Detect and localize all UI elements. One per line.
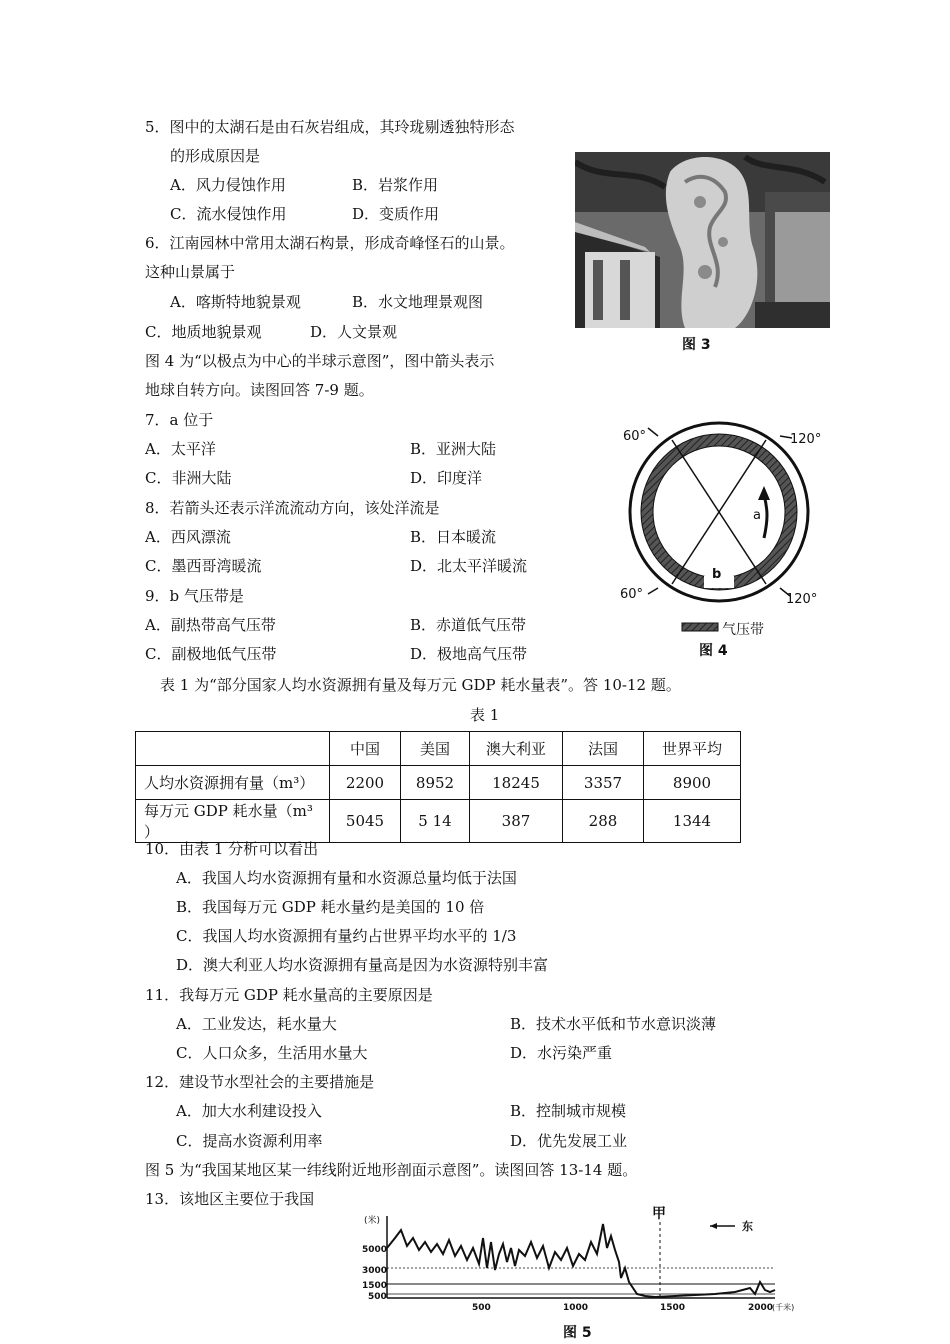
q6-stem-line1: 6．江南园林中常用太湖石构景，形成奇峰怪石的山景。 (145, 234, 515, 252)
fig5-x-tick: 1000 (563, 1303, 589, 1313)
taihu-stone-photo (575, 152, 830, 328)
table-header-cell: 法国 (563, 732, 644, 766)
q12-option-a: A．加大水利建设投入 (176, 1102, 322, 1120)
figure-3-caption: 图 3 (682, 337, 711, 353)
table-cell: 3357 (563, 766, 644, 800)
table-cell: 2200 (330, 766, 401, 800)
q10-option-b: B．我国每万元 GDP 耗水量约是美国的 10 倍 (176, 898, 485, 916)
table-cell: 288 (563, 800, 644, 843)
fig4-intro-line1: 图 4 为“以极点为中心的半球示意图”，图中箭头表示 (145, 352, 495, 370)
table-intro: 表 1 为“部分国家人均水资源拥有量及每万元 GDP 耗水量表”。答 10-12 题。 (160, 676, 681, 694)
q8-option-d: D．北太平洋暖流 (410, 557, 528, 575)
fig4-label-120-top: 120° (790, 432, 822, 447)
fig5-direction-label: 东 (742, 1220, 753, 1233)
figure-5-caption: 图 5 (563, 1325, 592, 1341)
q12-stem: 12．建设节水型社会的主要措施是 (145, 1073, 375, 1091)
table-row (136, 800, 741, 843)
q12-option-d: D．优先发展工业 (510, 1132, 628, 1150)
q12-option-b: B．控制城市规模 (510, 1102, 627, 1120)
q8-option-a: A．西风漂流 (145, 528, 231, 546)
table-header-cell: 世界平均 (644, 732, 741, 766)
fig5-y-tick: 500 (368, 1292, 387, 1302)
q5-stem-line1: 5．图中的太湖石是由石灰岩组成，其玲珑剔透独特形态 (145, 118, 515, 136)
q5-option-d: D．变质作用 (352, 205, 440, 223)
table-cell: 5 14 (401, 800, 470, 843)
q12-option-c: C．提高水资源利用率 (176, 1132, 323, 1150)
q7-option-b: B．亚洲大陆 (410, 440, 497, 458)
q10-stem: 10．由表 1 分析可以看出 (145, 840, 319, 858)
fig4-intro-line2: 地球自转方向。读图回答 7-9 题。 (145, 381, 374, 399)
q10-option-c: C．我国人均水资源拥有量约占世界平均水平的 1/3 (176, 927, 517, 945)
fig5-y-tick: 3000 (362, 1266, 388, 1276)
q9-option-c: C．副极地低气压带 (145, 645, 277, 663)
q6-option-b: B．水文地理景观图 (352, 293, 484, 311)
table-cell: 8952 (401, 766, 470, 800)
fig4-label-60-top: 60° (623, 429, 647, 444)
q11-option-d: D．水污染严重 (510, 1044, 613, 1062)
q11-stem: 11．我每万元 GDP 耗水量高的主要原因是 (145, 986, 433, 1004)
fig5-x-tick: 2000 (748, 1303, 774, 1313)
q5-stem-line2: 的形成原因是 (170, 147, 261, 165)
table-cell: 1344 (644, 800, 741, 843)
fig5-y-tick: 1500 (362, 1281, 388, 1291)
table-title: 表 1 (470, 706, 500, 724)
q9-option-b: B．赤道低气压带 (410, 616, 527, 634)
q6-option-c: C．地质地貌景观 (145, 323, 262, 341)
table-row-label: 人均水资源拥有量（m³） (136, 766, 330, 800)
q11-option-b: B．技术水平低和节水意识淡薄 (510, 1015, 717, 1033)
table-cell: 5045 (330, 800, 401, 843)
table-cell: 8900 (644, 766, 741, 800)
fig5-y-tick: 5000 (362, 1245, 388, 1255)
fig5-y-unit: (米) (364, 1216, 381, 1226)
q10-option-a: A．我国人均水资源拥有量和水资源总量均低于法国 (176, 869, 517, 887)
q11-option-a: A．工业发达，耗水量大 (176, 1015, 337, 1033)
q10-option-d: D．澳大利亚人均水资源拥有量高是因为水资源特别丰富 (176, 956, 549, 974)
table-header-row (136, 732, 741, 766)
table-row (136, 766, 741, 800)
fig4-label-120-bottom: 120° (786, 592, 818, 607)
q5-option-a: A．风力侵蚀作用 (170, 176, 286, 194)
water-resources-table (135, 731, 741, 843)
table-header-cell: 中国 (330, 732, 401, 766)
q8-stem: 8．若箭头还表示洋流流动方向，该处洋流是 (145, 499, 440, 517)
q5-option-b: B．岩浆作用 (352, 176, 439, 194)
q6-stem-line2: 这种山景属于 (145, 263, 236, 281)
fig5-x-tick: 1500 (660, 1303, 686, 1313)
table-header-cell: 美国 (401, 732, 470, 766)
table-cell: 387 (470, 800, 563, 843)
q11-option-c: C．人口众多，生活用水量大 (176, 1044, 368, 1062)
fig5-marker-jia: 甲 (652, 1206, 666, 1222)
q8-option-b: B．日本暖流 (410, 528, 497, 546)
table-header-cell (136, 732, 330, 766)
fig4-legend-label: 气压带 (722, 622, 764, 638)
table-row-label: 每万元 GDP 耗水量（m³ ） (136, 800, 330, 843)
q8-option-c: C．墨西哥湾暖流 (145, 557, 262, 575)
q9-option-d: D．极地高气压带 (410, 645, 528, 663)
q9-stem: 9．b 气压带是 (145, 587, 244, 605)
table-header-cell: 澳大利亚 (470, 732, 563, 766)
table-cell: 18245 (470, 766, 563, 800)
fig5-intro: 图 5 为“我国某地区某一纬线附近地形剖面示意图”。读图回答 13-14 题。 (145, 1161, 638, 1179)
q13-stem: 13．该地区主要位于我国 (145, 1190, 315, 1208)
fig4-label-60-bottom: 60° (620, 587, 644, 602)
fig5-x-unit: (千米) (772, 1303, 795, 1312)
figure-4-caption: 图 4 (699, 643, 728, 659)
fig4-label-b: b (712, 567, 722, 582)
q9-option-a: A．副热带高气压带 (145, 616, 276, 634)
terrain-profile-diagram (355, 1208, 795, 1313)
fig4-label-a: a (753, 508, 761, 523)
q7-stem: 7．a 位于 (145, 411, 214, 429)
q7-option-a: A．太平洋 (145, 440, 216, 458)
q7-option-c: C．非洲大陆 (145, 469, 232, 487)
q5-option-c: C．流水侵蚀作用 (170, 205, 287, 223)
fig5-x-tick: 500 (472, 1303, 491, 1313)
q6-option-a: A．喀斯特地貌景观 (170, 293, 301, 311)
q6-option-d: D．人文景观 (310, 323, 398, 341)
q7-option-d: D．印度洋 (410, 469, 483, 487)
